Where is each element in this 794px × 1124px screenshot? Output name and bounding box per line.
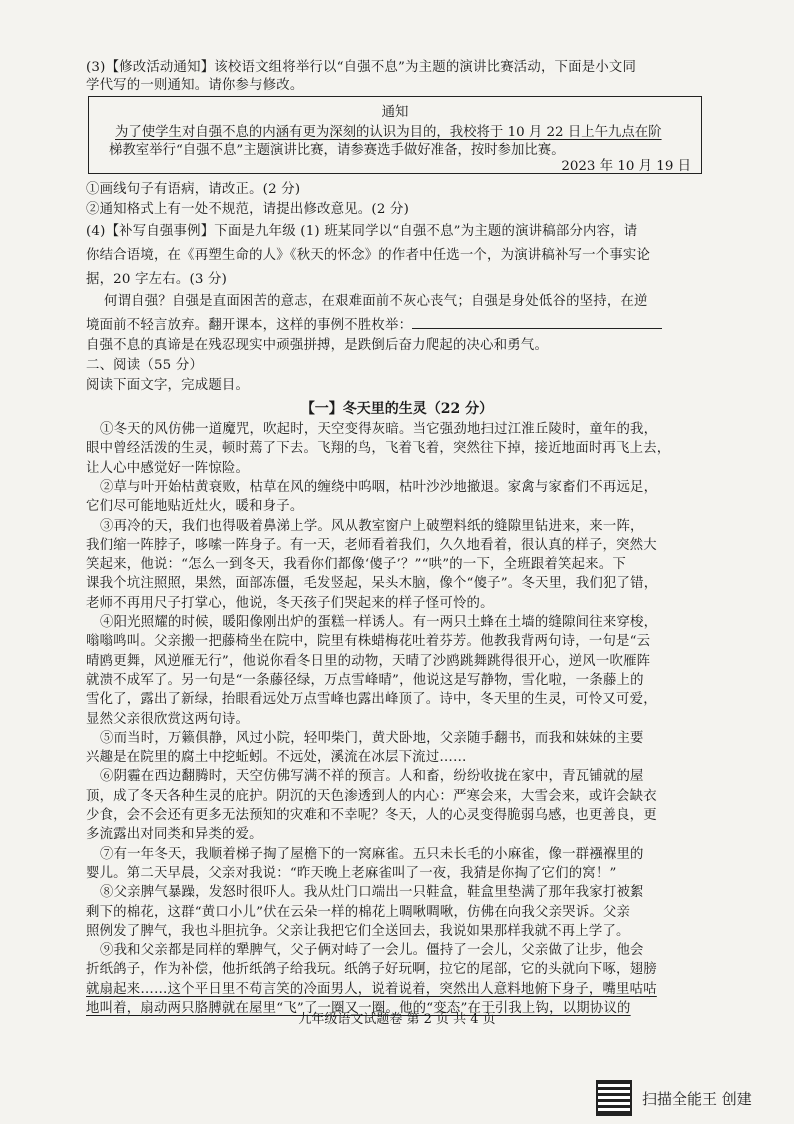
article-line: 兴趣是在院里的腐土中挖蚯蚓。不远处，溪流在冰层下流过…… [86,750,467,766]
q4-line-3: 据，20 字左右。(3 分) [86,272,228,287]
article-line: 让人心中感觉好一阵惊险。 [86,460,250,476]
article-line: 就溃不成军了。另一句是“一条藤径绿，万点雪峰晴”，他说这是写静物，雪化啦，一条藤上的 [86,672,644,688]
article-line: 照例发了脾气，我也斗胆抗争。父亲让我把它们全送回去，我说如果那样我就不再上学了。 [86,923,630,939]
article-line: ⑧父亲脾气暴躁，发怒时很吓人。我从灶门口端出一只鞋盒，鞋盒里垫满了那年我家打被絮 [100,885,644,901]
article-line: ⑤而当时，万籁俱静，风过小院，轻叩柴门，黄犬卧地，父亲随手翻书，而我和妹妹的主要 [100,730,644,746]
article-line: 眼中曾经活泼的生灵，顿时蔫了下去。飞翔的鸟，飞着飞着，突然往下掉，接近地面时再飞上去， [86,441,671,457]
article-line: ①冬天的风仿佛一道魔咒，吹起时，天空变得灰暗。当它强劲地扫过江淮丘陵时，童年的我， [100,422,658,437]
q4-line-2: 你结合语境，在《再塑生命的人》《秋天的怀念》的作者中任选一个，为演讲稿补写一个事实论 [86,248,651,263]
q3-item-2: ②通知格式上有一处不规范，请提出修改意见。(2 分) [86,202,410,217]
q3-intro-line-2: 学代写的一则通知。请你参与修改。 [86,78,304,93]
article-line: 嗡嗡鸣叫。父亲搬一把藤椅坐在院中，院里有株蜡梅花吐着芬芳。他教我背两句诗，一句是“云 [86,634,651,650]
q3-item-1: ①画线句子有语病，请改正。(2 分) [86,182,301,197]
scanner-watermark [596,1080,752,1116]
article-line: 老师不再用尺子打掌心，他说，冬天孩子们哭起来的样子怪可怜的。 [86,595,494,611]
article-line: 雪化了，露出了新绿，抬眼看远处万点雪峰也露出峰顶了。诗中，冬天里的生灵，可怜又可爱， [86,692,657,708]
q3-intro-line-1: (3)【修改活动通知】该校语文组将举行以“自强不息”为主题的演讲比赛活动，下面是小文同 [86,60,637,75]
section-title: 【一】冬天里的生灵（22 分） [300,401,494,417]
article-line: 课我个坑注照照，果然，面部冻僵，毛发竖起，呆头木脑，像个“傻子”。冬天里，我们犯了错， [86,576,658,592]
notice-box [88,96,702,174]
article-line: 笑起来，他说：“怎么一到冬天，我看你们都像‘傻子’？”“哄”的一下，全班跟着笑起来。下 [86,557,626,573]
article-line: 就扇起来……这个平日里不苟言笑的冷面男人，说着说着，突然出人意料地俯下身子，嘴里咕咕 [86,981,657,997]
article-line: ②草与叶开始枯黄衰败，枯草在风的缠绕中呜咽，枯叶沙沙地撤退。家禽与家畜们不再远足， [100,479,658,495]
article-line: ③再冷的天，我们也得吸着鼻涕上学。风从教室窗户上破塑料纸的缝隙里钻进来，来一阵， [100,518,644,534]
q4-line-1: (4)【补写自强事例】下面是九年级 (1) 班某同学以“自强不息”为主题的演讲稿部分内容，请 [86,224,638,239]
article-line: 少食，会不会还有更多无法预知的灾难和不幸呢？冬天，人的心灵变得脆弱乌感，也更善良，更 [86,808,657,823]
article-line: 地叫着，扇动两只胳膊就在屋里“飞”了一圈又一圈。他的“变态”在于引我上钩，以期协议的 [86,1001,631,1016]
reading-instruction: 阅读下面文字，完成题目。 [86,378,250,393]
article-line: 显然父亲很欣赏这两句诗。 [86,711,250,727]
qr-code-icon [596,1080,632,1116]
speech-line-2-text: 境面前不轻言放弃。翻开课本，这样的事例不胜枚举： [86,318,413,333]
article-line: ⑦有一年冬天，我顺着梯子掏了屋檐下的一窝麻雀。五只未长毛的小麻雀，像一群襁褓里的 [100,846,644,862]
article-line: 多流露出对同类和异类的爱。 [86,827,263,843]
notice-line-1: 为了使学生对自强不息的内涵有更为深刻的认识为目的，我校将于 10 月 22 日上午九点在阶 [115,125,662,140]
notice-line-2: 梯教室举行“自强不息”主题演讲比赛，请参赛选手做好准备，按时参加比赛。 [109,143,565,158]
speech-line-1: 何谓自强？自强是直面困苦的意志，在艰难面前不灰心丧气；自强是身处低谷的坚持，在逆 [104,294,648,309]
notice-date: 2023 年 10 月 19 日 [561,159,691,174]
answer-blank[interactable] [412,314,662,329]
article-line: 折纸鸽子，作为补偿，他折纸鸽子给我玩。纸鸽子好玩啊，拉它的尾部，它的头就向下啄，翅膀 [86,962,657,978]
article-line: 我们缩一阵脖子，哆嗦一阵身子。有一天，老师看着我们，久久地看着，很认真的样子，突然大 [86,537,657,553]
article-line: 顶，成了冬天各种生灵的庇护。阴沉的天色渗透到人的内心：严寒会来，大雪会来，或许会缺衣 [86,788,657,804]
page-footer: 九年级语文试题卷 第 2 页 共 4 页 [298,1012,496,1027]
article-line: 晴鸥更舞，风逆雁无行”，他说你看冬日里的动物，天晴了沙鸥跳舞跳得很开心，逆风一吹雁阵 [86,653,651,669]
speech-line-3: 自强不息的真谛是在残忍现实中顽强拼搏，是跌倒后奋力爬起的决心和勇气。 [86,338,549,353]
article-line: 它们尽可能地贴近灶火，暖和身子。 [86,499,304,515]
reading-heading: 二、阅读（55 分） [86,358,204,373]
article-line: ⑥阴霾在西边翻腾时，天空仿佛写满不祥的预言。人和畜，纷纷收拢在家中，青瓦铺就的屋 [100,769,644,785]
brand-text: 扫描全能王 创建 [642,1089,752,1108]
notice-title: 通知 [381,105,409,120]
article-line: ⑨我和父亲都是同样的犟脾气，父子俩对峙了一会儿。僵持了一会儿，父亲做了让步，他会 [100,943,644,959]
speech-line-2 [86,314,734,336]
article-line: ④阳光照耀的时候，暖阳像刚出炉的蛋糕一样诱人。有一两只土蜂在土墙的缝隙间往来穿梭， [100,615,658,630]
article-line: 剩下的棉花，这群“黄口小儿”伏在云朵一样的棉花上啁啾啁啾，仿佛在向我父亲哭诉。父亲 [86,904,631,920]
article-line: 婴儿。第二天早晨，父亲对我说：“昨天晚上老麻雀叫了一夜，我猜是你掏了它们的窝！” [86,865,617,881]
